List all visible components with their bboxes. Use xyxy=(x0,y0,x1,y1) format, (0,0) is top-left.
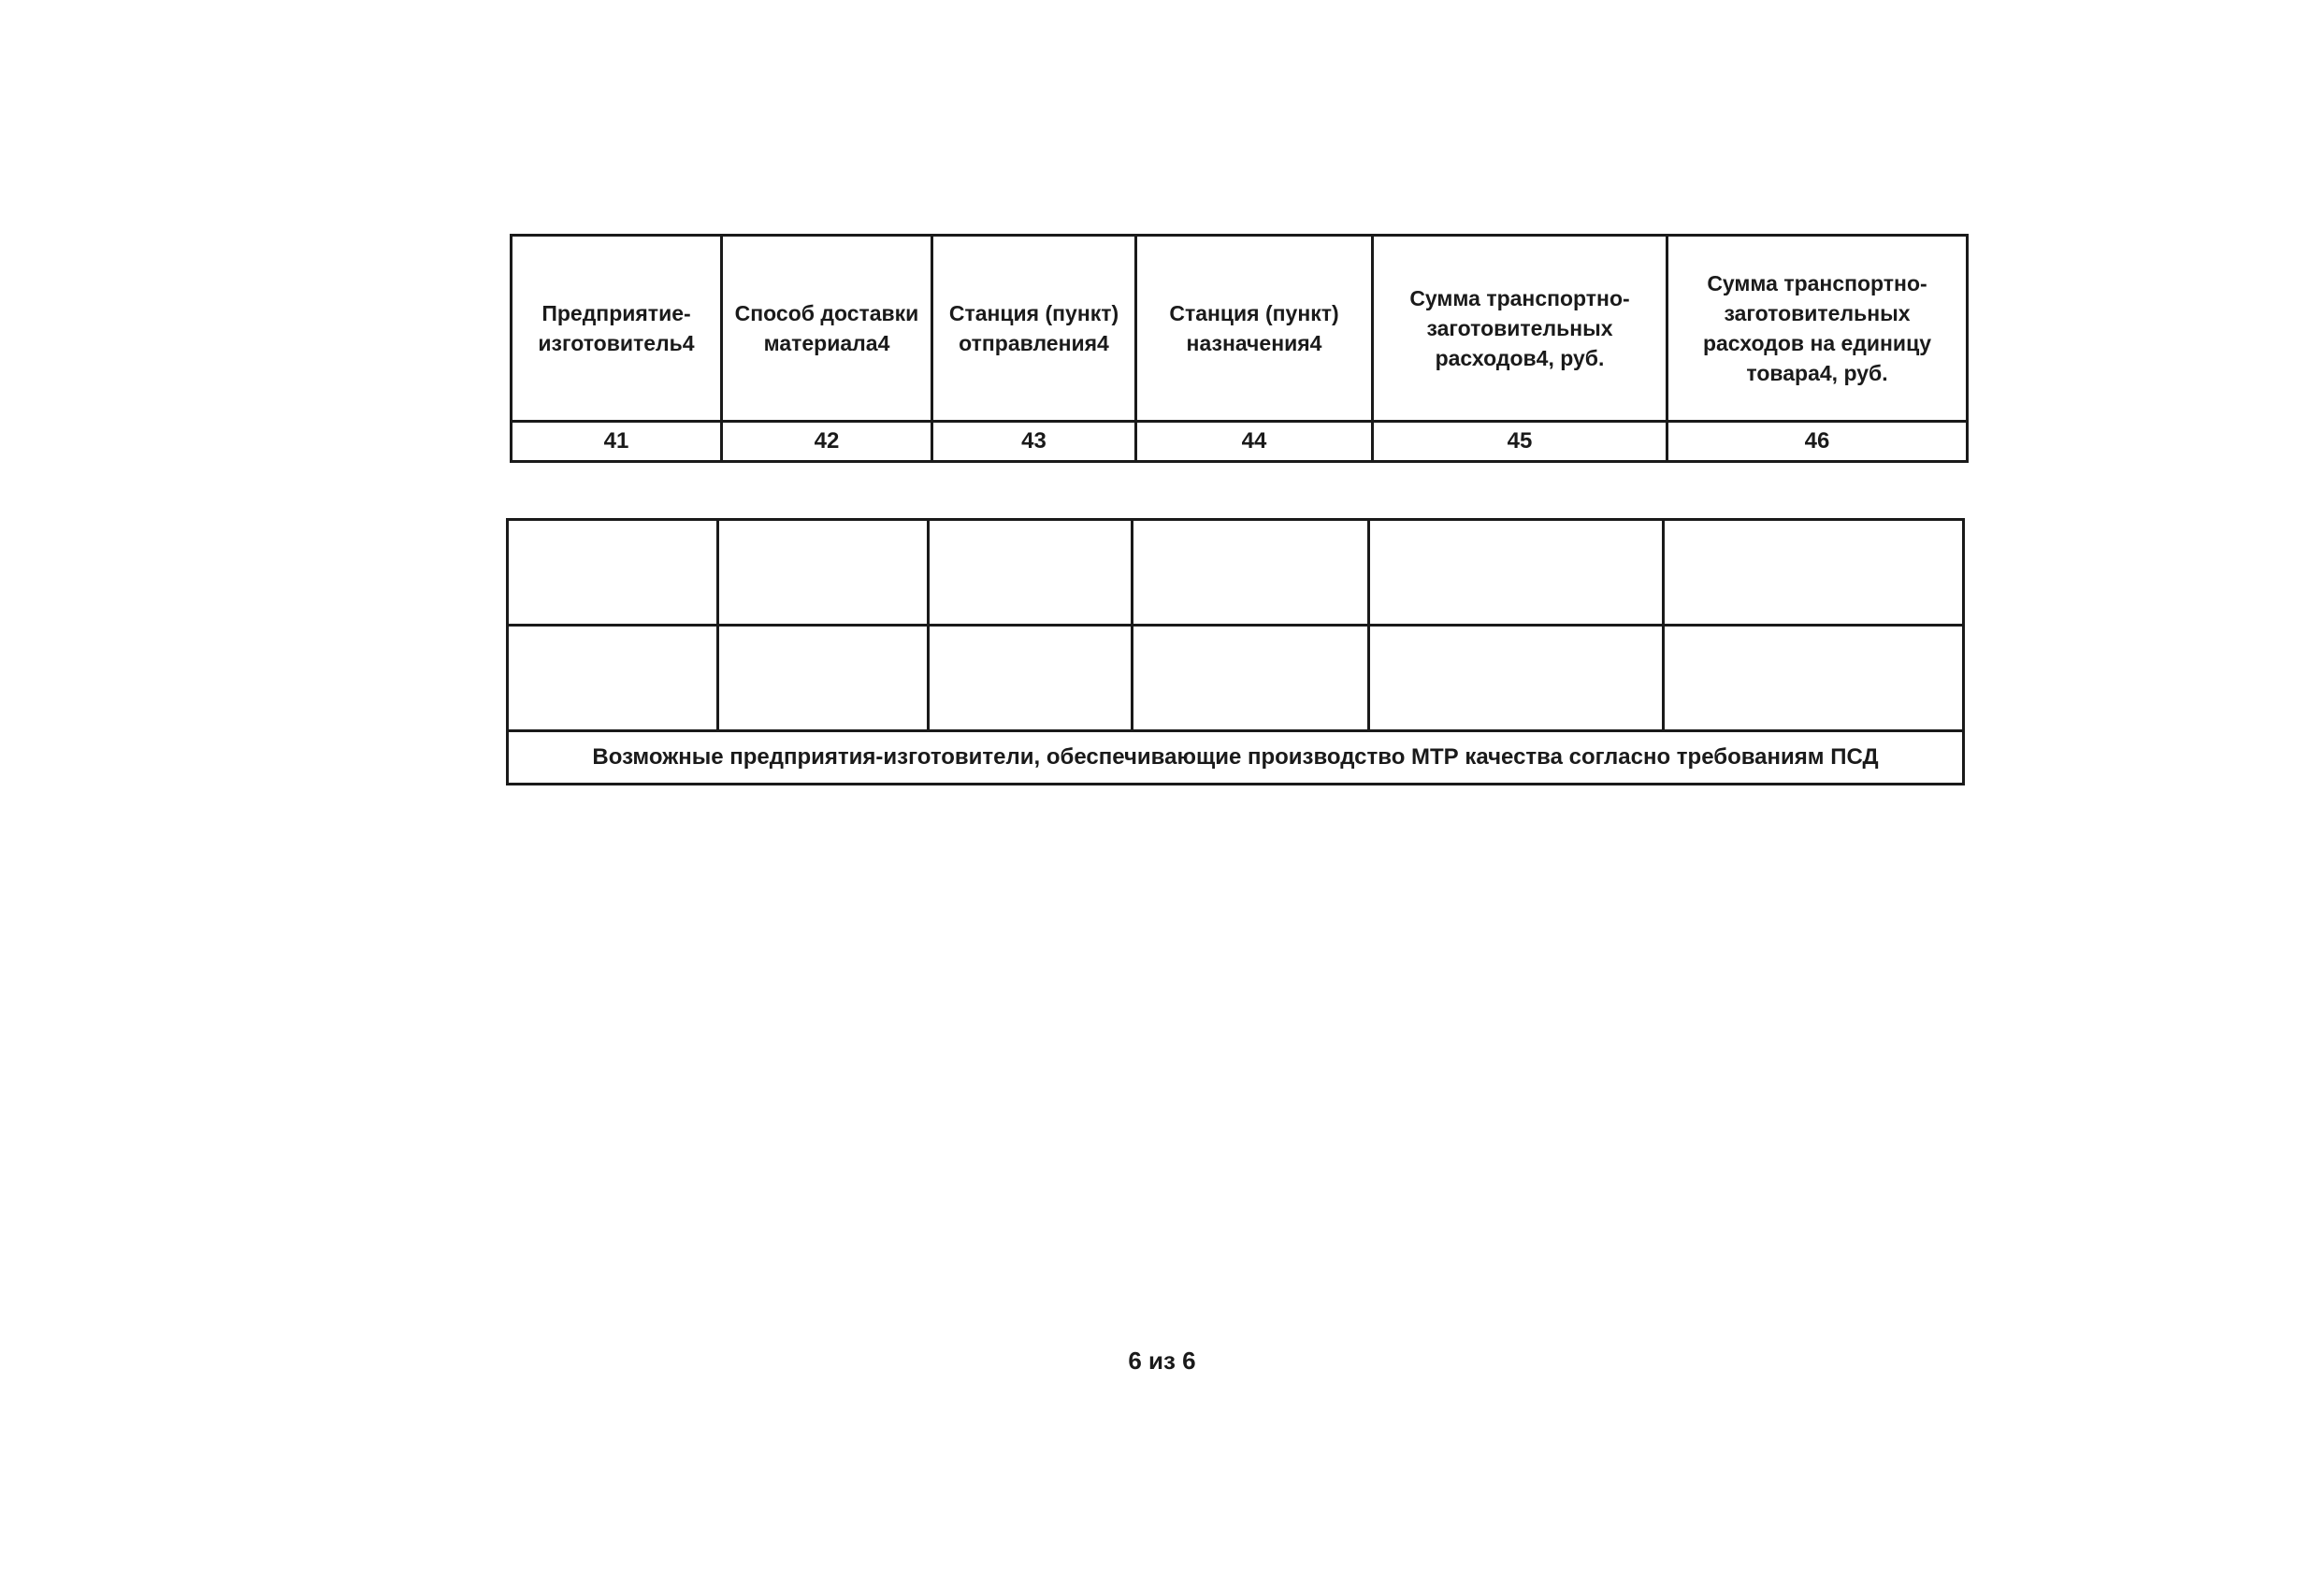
header-row xyxy=(512,236,1968,422)
column-number-cell: 41 xyxy=(512,422,722,462)
header-cell: Сумма транспортно-заготовительных расходов4, руб. xyxy=(1373,236,1667,422)
column-header-table xyxy=(510,234,1969,463)
empty-cell xyxy=(929,626,1133,731)
column-number-cell: 44 xyxy=(1136,422,1373,462)
empty-cell xyxy=(718,626,929,731)
empty-cell xyxy=(1133,626,1369,731)
empty-cell xyxy=(1369,520,1664,626)
empty-cell xyxy=(718,520,929,626)
column-number-cell: 42 xyxy=(722,422,932,462)
column-number-cell: 45 xyxy=(1373,422,1667,462)
empty-cell xyxy=(1133,520,1369,626)
header-cell: Сумма транспортно-заготовительных расходов на единицу товара4, руб. xyxy=(1667,236,1968,422)
column-number-cell: 46 xyxy=(1667,422,1968,462)
header-cell: Станция (пункт) отправления4 xyxy=(932,236,1136,422)
page-number: 6 из 6 xyxy=(1128,1347,1196,1375)
note-row xyxy=(508,731,1964,785)
manufacturers-note: Возможные предприятия-изготовители, обеспечивающие производство МТР качества согласно требованиям ПСД xyxy=(508,731,1964,785)
empty-row xyxy=(508,520,1964,626)
empty-cell xyxy=(508,626,718,731)
header-cell: Способ доставки материала4 xyxy=(722,236,932,422)
empty-cell xyxy=(1664,626,1964,731)
empty-cell xyxy=(508,520,718,626)
header-cell: Станция (пункт) назначения4 xyxy=(1136,236,1373,422)
column-number-cell: 43 xyxy=(932,422,1136,462)
header-cell: Предприятие-изготовитель4 xyxy=(512,236,722,422)
data-entry-table xyxy=(506,518,1965,785)
empty-row xyxy=(508,626,1964,731)
empty-cell xyxy=(1664,520,1964,626)
empty-cell xyxy=(929,520,1133,626)
empty-cell xyxy=(1369,626,1664,731)
column-number-row xyxy=(512,422,1968,462)
